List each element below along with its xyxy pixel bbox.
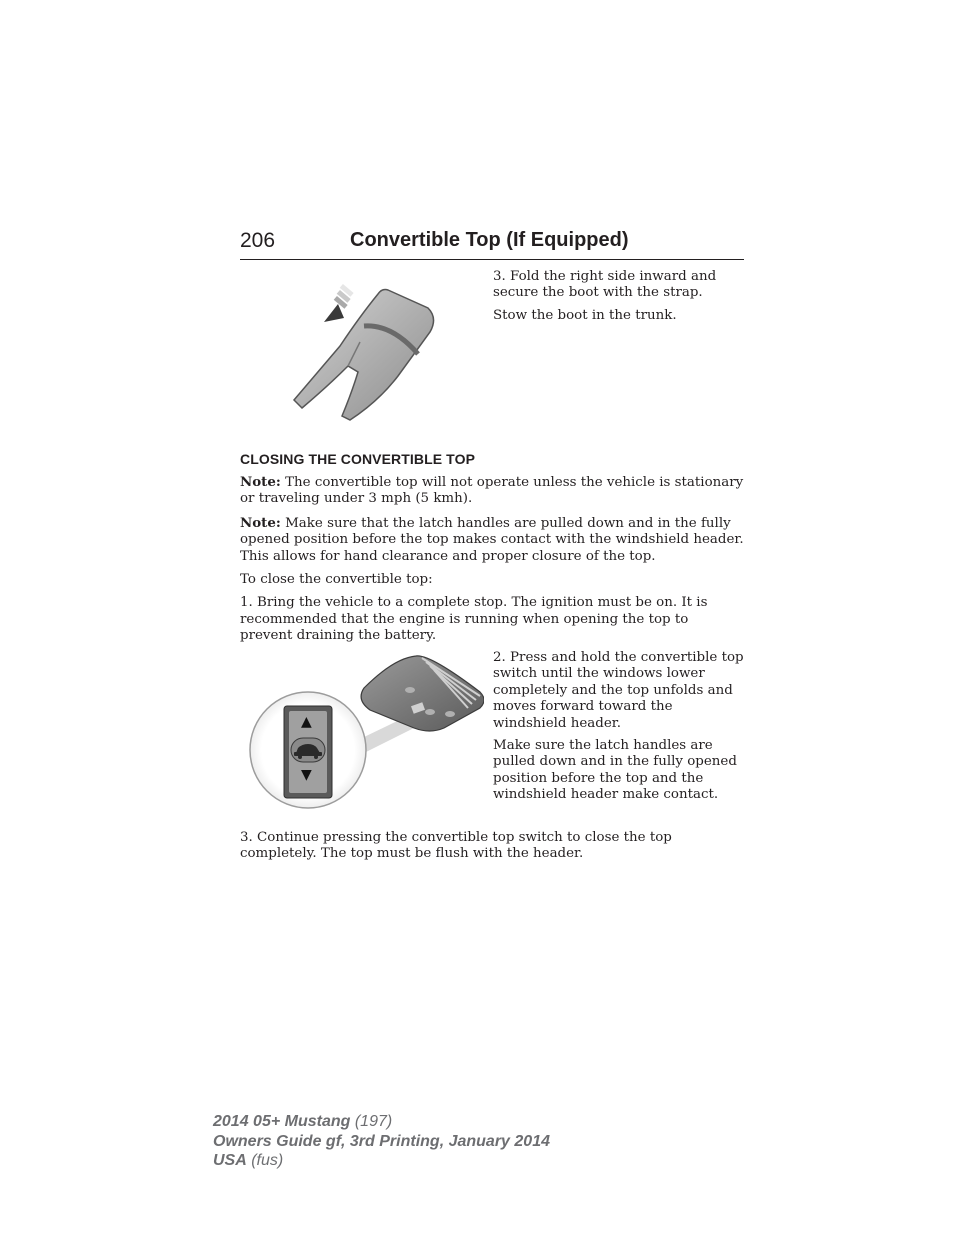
step-3-block (240, 830, 744, 863)
footer-line-3: USA (fus) (213, 1152, 284, 1169)
step-2-text: 2. Press and hold the convertible top switch until the windows lower completely and the top unfolds and moves forward toward the windshield header. (493, 650, 744, 731)
note-label: Note: (240, 514, 281, 531)
step-3-text: 3. Continue pressing the convertible top switch to close the top completely. The top must be flush with the header. (240, 830, 672, 862)
step-2-column (493, 650, 745, 804)
stow-text: Stow the boot in the trunk. (493, 307, 677, 323)
footer-line-1: 2014 05+ Mustang (197) (213, 1113, 393, 1130)
down-arrow-icon: ▼ (301, 767, 312, 783)
up-arrow-icon: ▲ (301, 714, 312, 730)
arrow-icon (324, 284, 354, 322)
boot-fold-illustration (288, 276, 443, 426)
footer-line-2: Owners Guide gf, 3rd Printing, January 2014 (213, 1132, 550, 1150)
note-label: Note: (240, 474, 281, 490)
overhead-console (361, 656, 484, 731)
section-heading: CLOSING THE CONVERTIBLE TOP (240, 451, 476, 467)
top-text-column (493, 269, 743, 324)
page-header (240, 229, 744, 260)
page-number: 206 (240, 229, 276, 252)
intro-text: To close the convertible top: (240, 572, 433, 588)
step-1-text: 1. Bring the vehicle to a complete stop. The ignition must be on. It is recommended that the engine is running when opening the top to prevent draining the battery. (240, 595, 708, 644)
note-text: Make sure that the latch handles are pulled down and in the fully opened position before the top makes contact with the windshield header. This allows for hand clearance and proper closure of the top. (240, 515, 744, 564)
step-2-note-text: Make sure the latch handles are pulled down and in the fully opened position before the top and the windshield header make contact. (493, 738, 737, 803)
fold-step-text: 3. Fold the right side inward and secure the boot with the strap. (493, 269, 717, 301)
page-footer (213, 1112, 550, 1171)
note-text: The convertible top will not operate unless the vehicle is stationary or traveling under 3 mph (5 kmh). (240, 475, 744, 507)
convertible-top-switch-illustration (244, 652, 484, 814)
closing-text-block (240, 474, 744, 645)
note-2 (240, 515, 744, 565)
note-1 (240, 474, 744, 508)
page-title: Convertible Top (If Equipped) (350, 229, 629, 251)
